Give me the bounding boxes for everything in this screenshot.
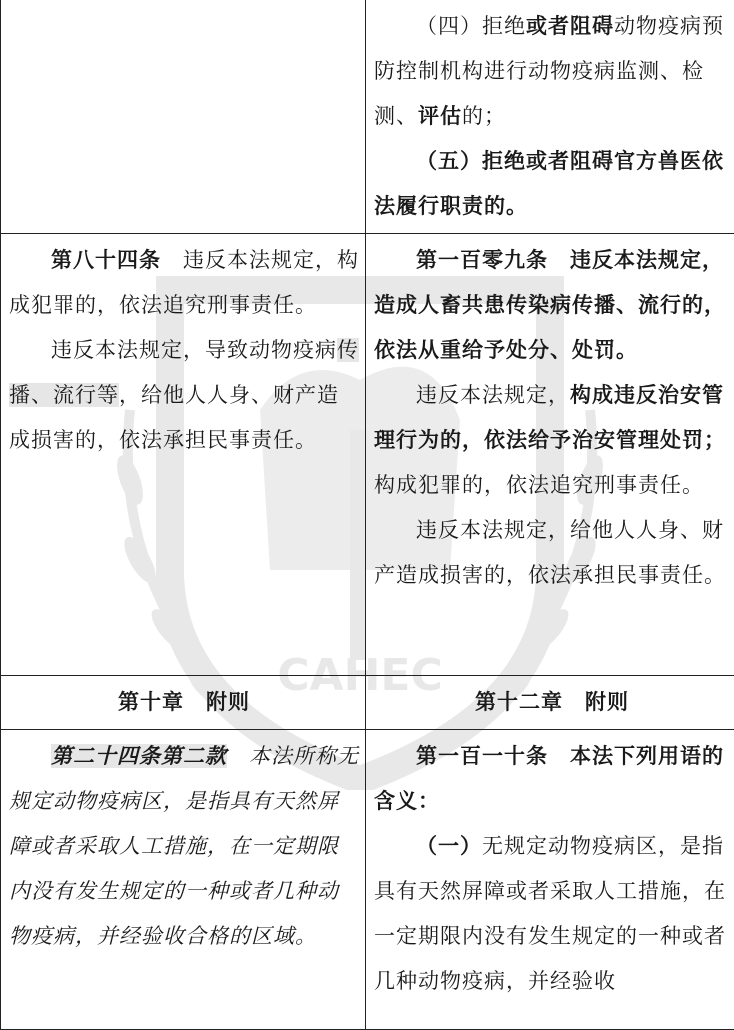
paragraph [374,238,730,373]
row4-right-cell [366,730,734,1030]
chapter-heading-right: 第十二章 附则 [366,676,734,730]
row4-right-content [374,734,730,1004]
text-run: 违反本法规定，构成犯罪的，依法追究刑事责任。 [9,248,359,317]
text-run: （五）拒绝或者阻碍官方兽医依法履行职责的。 [374,149,724,218]
text-run: 违反本法规定，给他人人身、财产造成损害的，依法承担民事责任。 [374,518,726,587]
paragraph [374,373,730,508]
row4-left-cell [1,730,366,1030]
text-run: 本法所称无规定动物疫病区，是指具有天然屏障或者采取人工措施，在一定期限内没有发生规定的一种或者几种动物疫病，并经验收合格的区域。 [9,744,359,948]
row2-left-content [9,238,359,463]
text-run: 无规定动物疫病区，是指具有天然屏障或者采取人工措施，在一定期限内没有发生规定的一种或者几种动物疫病，并经验收 [374,834,726,993]
watermark-text: CAHEC [277,650,443,701]
text-run: 第一百零九条 违反本法规定，造成人畜共患传染病传播、流行的，依法从重给予处分、处罚。 [374,248,726,362]
row1-left-cell [1,0,366,234]
paragraph [374,734,730,824]
paragraph [374,508,730,598]
paragraph [374,139,730,229]
text-run: 动物疫病预防控制机构进行动物疫病监测、检测、 [374,14,724,128]
text-run: 传播、流行等 [9,338,359,407]
text-run: 构成犯罪的，依法追究刑事责任。 [374,473,704,497]
text-run: 违反本法规定，导致动物疫病 [51,338,337,362]
paragraph [9,328,359,463]
text-run: 违反本法规定， [416,383,570,407]
row1-right-content [374,4,730,229]
row2-right-content [374,238,730,598]
text-run: 评估 [418,104,462,128]
row1-right-cell [366,0,734,234]
text-run: 第八十四条 [51,248,161,272]
row2-right-cell [366,234,734,676]
text-run: 的； [462,104,506,128]
paragraph [9,734,359,959]
text-run: ，给他人人身、财产造成损害的，依法承担民事责任。 [9,383,339,452]
text-run: 第一百一十条 本法下列用语的含义： [374,744,724,813]
text-run: 或者阻碍 [526,14,614,38]
text-run: （一） [416,834,482,858]
row4-left-content [9,734,359,959]
paragraph [374,4,730,139]
text-run: （四）拒绝 [416,14,526,38]
text-run: 构成违反治安管理行为的，依法给予治安管理处罚； [374,383,726,452]
paragraph [374,824,730,1004]
paragraph [9,238,359,328]
row2-left-cell [1,234,366,676]
chapter-heading-left: 第十章 附则 [1,676,366,730]
text-run: 第二十四条第二款 [51,744,227,768]
